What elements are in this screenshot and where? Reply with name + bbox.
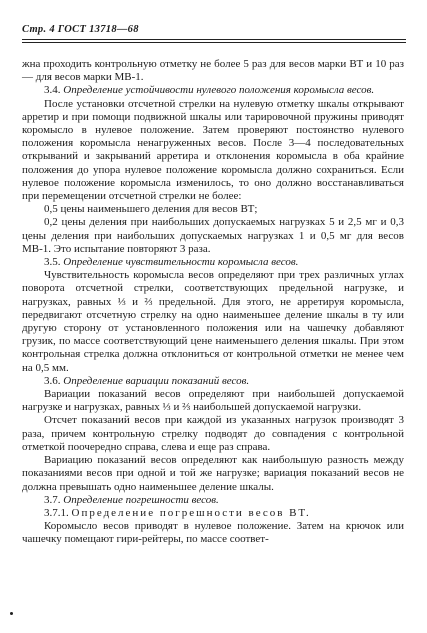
subsection-heading-3-7-1: 3.7.1. Определение погрешности весов ВТ. [44,506,311,519]
paragraph: Вариацию показаний весов определяют как наибольшую разность между показаниями весов при одной и той же нагрузке; вариация показаний весов не должна превышать одно наименьшее деление шкалы. [22,454,404,493]
section-heading-3-6: 3.6. Определение вариации показаний весов. [44,374,250,387]
margin-mark [10,612,13,615]
paragraph: Отсчет показаний весов при каждой из указанных нагрузок производят 3 раза, причем контрольную стрелку подводят до совпадения с контрольной отметкой поочередно справа, слева и еще раз справа. [22,414,404,453]
section-heading-3-5: 3.5. Определение чувствительности коромысла весов. [44,256,299,269]
section-heading-3-4: 3.4. Определение устойчивости нулевого положения коромысла весов. [44,84,375,97]
paragraph: После установки отсчетной стрелки на нулевую отметку шкалы открывают арретир и при помощи подвижной шкалы или тарировочной пружины приводят коромысло в нулевое положение. Затем проверяют постоянство нулевого положения коромысла ненагруженных весов. После 3—4 последовательных открываний и закрываний арретира и отклонения коромысла в оба крайние положения до упора нулевое положение коромысла должно сохраниться. Если нулевое положение коромысла изменилось, то оно должно восстанавливаться при перемещении отсчетной стрелки не более: [22,97,404,203]
page-header: Стр. 4 ГОСТ 13718—68 [22,24,139,35]
paragraph: 0,2 цены деления при наибольших допускаемых нагрузках 5 и 2,5 мг и 0,3 цены деления при наибольших допускаемых нагрузках 1 и 0,5 мг для весов МВ-1. Это испытание повторяют 3 раза. [22,216,404,255]
paragraph-continuation: жна проходить контрольную отметку не более 5 раз для весов марки ВТ и 10 раз — для весов марки МВ-1. [22,58,404,84]
paragraph: Коромысло весов приводят в нулевое положение. Затем на крючок или чашечку помещают гири-рейтеры, по массе соответ- [22,520,404,546]
paragraph: 0,5 цены наименьшего деления для весов ВТ; [44,203,258,216]
header-rule-top [22,39,406,40]
paragraph: Вариации показаний весов определяют при наибольшей допускаемой нагрузке и нагрузках, равных ⅓ и ⅔ наибольшей допускаемой нагрузки. [22,388,404,414]
body-text [22,58,404,547]
paragraph: Чувствительность коромысла весов определяют при трех различных углах поворота отсчетной стрелки, соответствующих предельной нагрузке, и нагрузках, равных ⅓ и ⅔ предельной. Для этого, не арретируя коромысла, передвигают отсчетную стрелку на одно наименьшее деление шкалы в ту или другую сторону от установленного положения или на чашечку добавляют грузик, по массе соответствующий цене наименьшего деления шкалы. При этом контрольная стрелка должна отклониться от контрольной отметки не менее чем на 0,5 мм. [22,269,404,374]
header-rule-bottom [22,42,406,43]
section-heading-3-7: 3.7. Определение погрешности весов. [44,493,219,506]
